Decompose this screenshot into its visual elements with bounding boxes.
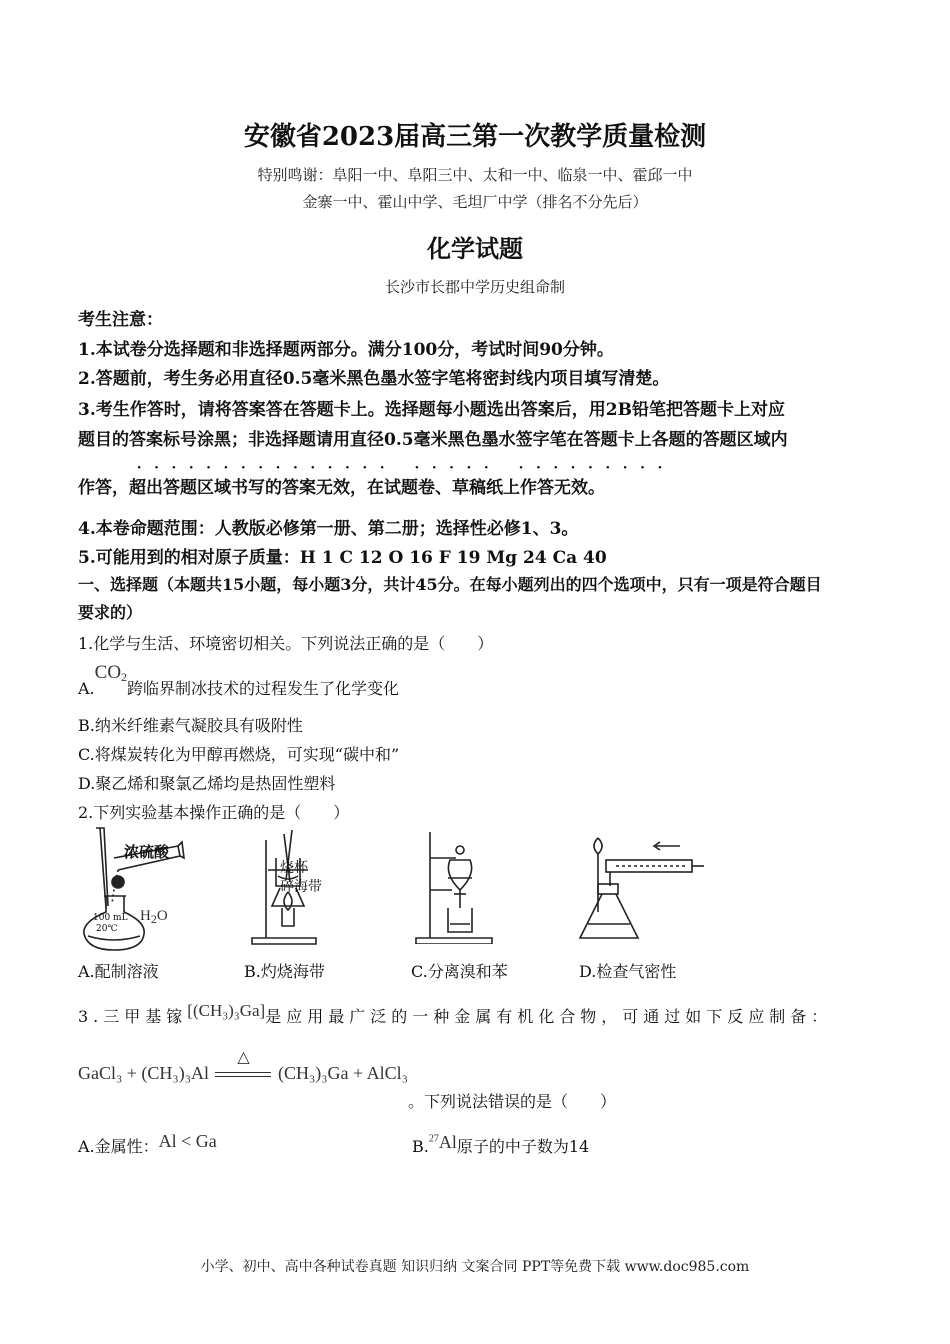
q1-option-a [78, 662, 400, 701]
notice-item-2: 2.答题前，考生务必用直径0.5毫米黑色墨水签字笔将密封线内项目填写清楚。 [78, 369, 670, 389]
q1-a-formula: $CO_2$ [94, 662, 128, 684]
figure-d-airtight [576, 832, 706, 946]
figure-a-flask-volume: 100 mL [93, 913, 128, 923]
q2-option-a: A.配制溶液 [78, 962, 159, 981]
subject-title: 化学试题 [427, 234, 523, 263]
q1-option-b: B.纳米纤维素气凝胶具有吸附性 [78, 716, 303, 735]
notice-heading: 考生注意： [78, 310, 163, 330]
q1-a-text: 跨临界制冰技术的过程发生了化学变化 [127, 679, 400, 698]
notice-item-5: 5.可能用到的相对原子质量：H 1 C 12 O 16 F 19 Mg 24 Ca 40 [78, 548, 607, 568]
figure-a-flask-temp: 20℃ [96, 924, 118, 934]
q1-option-d: D.聚乙烯和聚氯乙烯均是热固性塑料 [78, 774, 336, 793]
q3-stem [78, 1001, 833, 1027]
q3-stem-formula: [(CH₃)₃Ga] [187, 1001, 266, 1020]
q3-equation [78, 1049, 408, 1084]
emphasis-dots: ··············· ····· ········· [136, 455, 675, 479]
figure-b-label-beaker: 烧杯 [280, 860, 308, 876]
q3-option-b: B.$^{27}$Al原子的中子数为14 [412, 1132, 590, 1156]
q3-a-formula: Al < Ga [158, 1131, 217, 1151]
q2-option-c: C.分离溴和苯 [411, 962, 508, 981]
notice-item-4: 4.本卷命题范围：人教版必修第一册、第二册；选择性必修1、3。 [78, 519, 579, 539]
figure-a-label-water: $H_2O$ [140, 908, 168, 926]
thanks-line-1: 特别鸣谢：阜阳一中、阜阳三中、太和一中、临泉一中、霍邱一中 [257, 166, 693, 184]
q1-a-prefix: A. [78, 679, 95, 698]
q3-b-formula: $^{27}$Al [428, 1132, 457, 1152]
q3-tail: 。下列说法错误的是（ ） [408, 1092, 617, 1111]
section-heading-line-2: 要求的） [78, 603, 143, 622]
section-heading-line-1: 一、选择题（本题共15小题，每小题3分，共计45分。在每小题列出的四个选项中，只有一项是符合题目 [78, 575, 822, 594]
page-footer: 小学、初中、高中各种试卷真题 知识归纳 文案合同 PPT等免费下载 www.doc985.com [200, 1259, 750, 1275]
q2-stem: 2.下列实验基本操作正确的是（ ） [78, 803, 350, 822]
q3-option-a: A.金属性：Al < Ga [78, 1131, 217, 1156]
notice-item-1: 1.本试卷分选择题和非选择题两部分。满分100分，考试时间90分钟。 [78, 340, 614, 360]
q2-option-d: D.检查气密性 [579, 962, 677, 981]
q1-stem: 1.化学与生活、环境密切相关。下列说法正确的是（ ） [78, 634, 494, 653]
notice-item-3-end: 作答，超出答题区域书写的答案无效，在试题卷、草稿纸上作答无效。 [78, 478, 605, 498]
q3-stem-suffix: 是应用最广泛的一种金属有机化合物，可通过如下反应制备： [265, 1007, 833, 1026]
q1-option-c: C.将煤炭转化为甲醇再燃烧，可实现“碳中和” [78, 745, 400, 764]
figure-a-label-acid: 浓硫酸 [124, 843, 170, 861]
figure-b-label-kelp: 碎海带 [280, 879, 322, 895]
q3-eq-right: (CH₃)₃Ga + AlCl₃ [277, 1063, 408, 1083]
thanks-line-2: 金寨一中、霍山中学、毛坦厂中学（排名不分先后） [302, 193, 648, 211]
page-title: 安徽省2023届高三第一次教学质量检测 [243, 122, 707, 152]
figure-c-funnel [412, 828, 502, 944]
notice-item-3-cont: 题目的答案标号涂黑；非选择题请用直径0.5毫米黑色墨水签字笔在答题卡上各题的答题区域内 [78, 430, 788, 450]
q2-option-b: B.灼烧海带 [244, 962, 325, 981]
q3-stem-prefix: 3.三甲基镓 [78, 1007, 188, 1026]
notice-item-3: 3.考生作答时，请将答案答在答题卡上。选择题每小题选出答案后，用2B铅笔把答题卡上对应 [78, 400, 785, 420]
author-line: 长沙市长郡中学历史组命制 [384, 278, 565, 296]
q3-eq-condition: △ [213, 1063, 273, 1084]
q3-eq-left: GaCl₃ + (CH₃)₃Al [78, 1063, 209, 1083]
